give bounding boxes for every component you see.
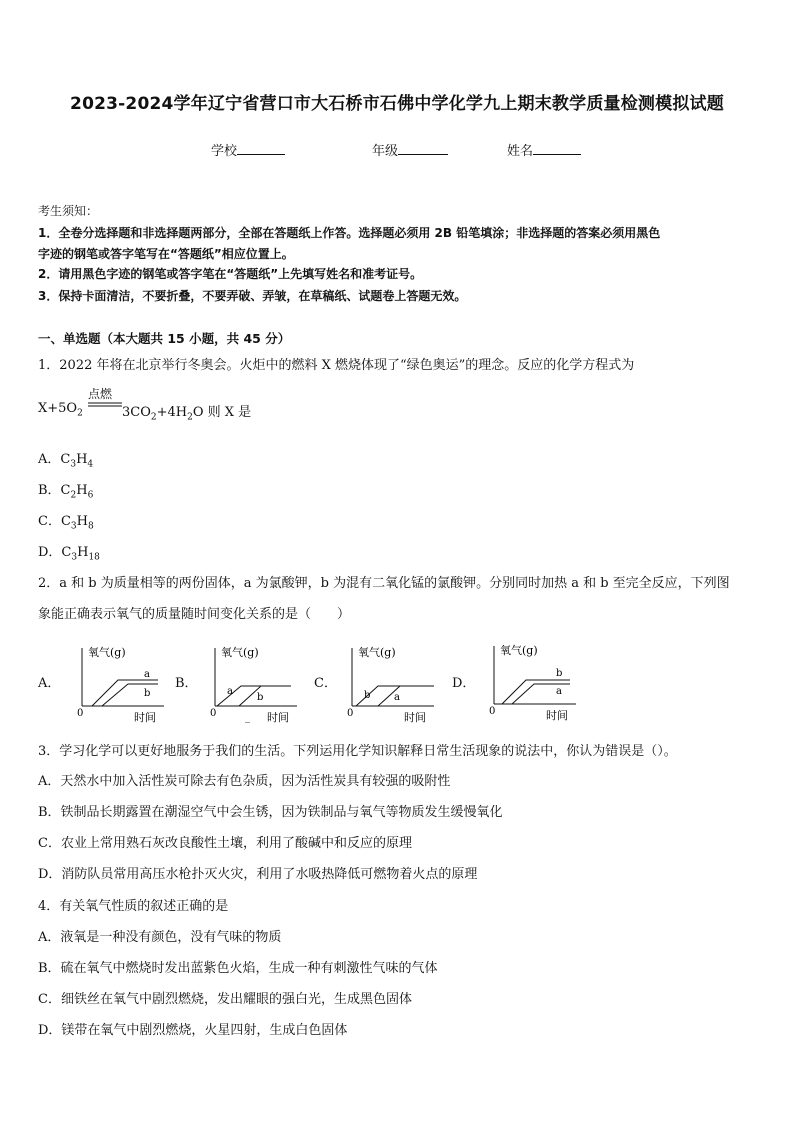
school-blank[interactable] <box>237 142 285 155</box>
x-axis-label: 时间 <box>404 711 426 724</box>
eq-sub-2: 2 <box>77 408 83 419</box>
q1-option-c[interactable] <box>38 510 94 532</box>
q4-option-c[interactable]: C．细铁丝在氧气中剧烈燃烧，发出耀眼的强白光，生成黑色固体 <box>38 992 412 1007</box>
eq-tail: O 则 X 是 <box>192 405 252 420</box>
q2-stem-b: 象能正确表示氧气的质量随时间变化关系的是（ ） <box>38 607 351 622</box>
opt-label: D．C <box>38 545 72 560</box>
q2-graph-a[interactable] <box>72 640 172 724</box>
q1-option-d[interactable] <box>38 541 100 563</box>
page-title: 2023-2024学年辽宁省营口市大石桥市石佛中学化学九上期末教学质量检测模拟试题 <box>70 94 724 114</box>
q1-option-a[interactable] <box>38 448 93 470</box>
notice-line-1b: 字迹的钢笔或答字笔写在“答题纸”相应位置上。 <box>38 247 294 261</box>
q3-option-b[interactable]: B．铁制品长期露置在潮湿空气中会生锈，因为铁制品与氧气等物质发生缓慢氧化 <box>38 805 503 820</box>
eq-h2o: +4H <box>156 405 188 420</box>
eq-condition: 点燃 <box>88 387 113 401</box>
q4-option-b[interactable]: B．硫在氧气中燃烧时发出蓝紫色火焰，生成一种有刺激性气味的气体 <box>38 961 438 976</box>
q2-graph-d[interactable] <box>484 638 584 722</box>
origin-label: 0 <box>489 706 496 717</box>
origin-label: 0 <box>210 708 217 719</box>
curve-upper-label: b <box>556 668 563 679</box>
q3-option-c[interactable]: C．农业上常用熟石灰改良酸性土壤，利用了酸碱中和反应的原理 <box>38 836 412 851</box>
x-axis-label: 时间 <box>546 709 568 722</box>
name-label: 姓名 <box>507 144 534 159</box>
opt-sub: 3 <box>70 521 77 532</box>
origin-label: 0 <box>77 708 84 719</box>
notice-heading: 考生须知： <box>38 204 99 218</box>
name-blank[interactable] <box>533 142 581 155</box>
q1-option-b[interactable] <box>38 479 93 501</box>
y-axis-label: 氧气(g) <box>88 646 126 659</box>
opt-sub: 3 <box>70 459 77 470</box>
eq-left: X+5O <box>38 401 78 416</box>
q2-option-d-label[interactable]: D． <box>452 676 476 691</box>
y-axis-label: 氧气(g) <box>500 644 538 657</box>
axis-tick-mark: _ <box>245 712 250 723</box>
notice-line-1a: 1．全卷分选择题和非选择题两部分，全部在答题纸上作答。选择题必须用 2B 铅笔填涂；非选择题的答案必须用黑色 <box>38 226 661 240</box>
y-axis-label: 氧气(g) <box>358 646 396 659</box>
eq-sub-co2: 2 <box>150 412 157 423</box>
school-field[interactable] <box>211 140 285 159</box>
x-axis-label: 时间 <box>267 711 289 724</box>
opt-label: B．C <box>38 483 71 498</box>
opt-sub: 8 <box>87 521 94 532</box>
eq-double-line <box>88 401 122 409</box>
opt-sub: 6 <box>87 490 94 501</box>
grade-label: 年级 <box>372 144 399 159</box>
opt-sub: 2 <box>70 490 77 501</box>
origin-label: 0 <box>347 708 354 719</box>
opt-label: C．C <box>38 514 71 529</box>
q1-equation <box>38 401 83 419</box>
notice-line-3: 3．保持卡面清洁，不要折叠，不要弄破、弄皱，在草稿纸、试题卷上答题无效。 <box>38 289 467 303</box>
eq-co2: 3CO <box>122 405 151 420</box>
q2-stem-a: 2．a 和 b 为质量相等的两份固体，a 为氯酸钾，b 为混有二氧化锰的氯酸钾。分别同时加热 a 和 b 至完全反应，下列图 <box>38 576 730 591</box>
q1-stem: 1．2022 年将在北京举行冬奥会。火炬中的燃料 X 燃烧体现了“绿色奥运”的理念。反应的化学方程式为 <box>38 358 635 373</box>
curve-lower-label: b <box>257 692 264 703</box>
opt-sub: 18 <box>88 552 100 563</box>
q2-option-a-label[interactable]: A． <box>38 676 61 691</box>
opt-label: A．C <box>38 452 71 467</box>
q3-stem: 3．学习化学可以更好地服务于我们的生活。下列运用化学知识解释日常生活现象的说法中，你认为错误是（）。 <box>38 744 677 759</box>
q4-option-d[interactable]: D．镁带在氧气中剧烈燃烧，火星四射，生成白色固体 <box>38 1023 348 1038</box>
y-axis-label: 氧气(g) <box>221 646 259 659</box>
opt-mid: H <box>76 514 88 529</box>
opt-mid: H <box>76 483 88 498</box>
section-heading: 一、单选题（本大题共 15 小题，共 45 分） <box>38 331 291 346</box>
eq-sub-h2o: 2 <box>187 412 193 423</box>
q3-option-a[interactable]: A．天然水中加入活性炭可除去有色杂质，因为活性炭具有较强的吸附性 <box>38 774 451 789</box>
curve-lower-label: a <box>556 686 562 697</box>
grade-field[interactable] <box>372 140 448 159</box>
notice-line-2: 2．请用黑色字迹的钢笔或答字笔在“答题纸”上先填写姓名和准考证号。 <box>38 267 423 281</box>
name-field[interactable] <box>507 140 581 159</box>
q3-option-d[interactable]: D．消防队员常用高压水枪扑灭火灾，利用了水吸热降低可燃物着火点的原理 <box>38 867 478 882</box>
school-label: 学校 <box>211 144 238 159</box>
q4-stem: 4．有关氧气性质的叙述正确的是 <box>38 899 229 914</box>
curve-upper-label: a <box>227 686 233 697</box>
q2-option-c-label[interactable]: C． <box>314 676 337 691</box>
opt-sub: 4 <box>87 459 94 470</box>
curve-upper-label: b <box>364 690 371 701</box>
eq-right <box>122 401 251 423</box>
q2-graph-c[interactable] <box>342 640 442 724</box>
q2-graph-b[interactable] <box>205 640 305 724</box>
opt-mid: H <box>76 452 88 467</box>
curve-lower-label: a <box>394 692 400 703</box>
opt-sub: 3 <box>71 552 78 563</box>
q4-option-a[interactable]: A．液氧是一种没有颜色，没有气味的物质 <box>38 930 282 945</box>
q2-option-b-label[interactable]: B． <box>175 676 198 691</box>
grade-blank[interactable] <box>398 142 448 155</box>
curve-lower <box>239 686 291 706</box>
x-axis-label: 时间 <box>134 711 156 724</box>
opt-mid: H <box>77 545 89 560</box>
curve-lower-label: b <box>144 688 151 699</box>
curve-upper-label: a <box>144 669 150 680</box>
